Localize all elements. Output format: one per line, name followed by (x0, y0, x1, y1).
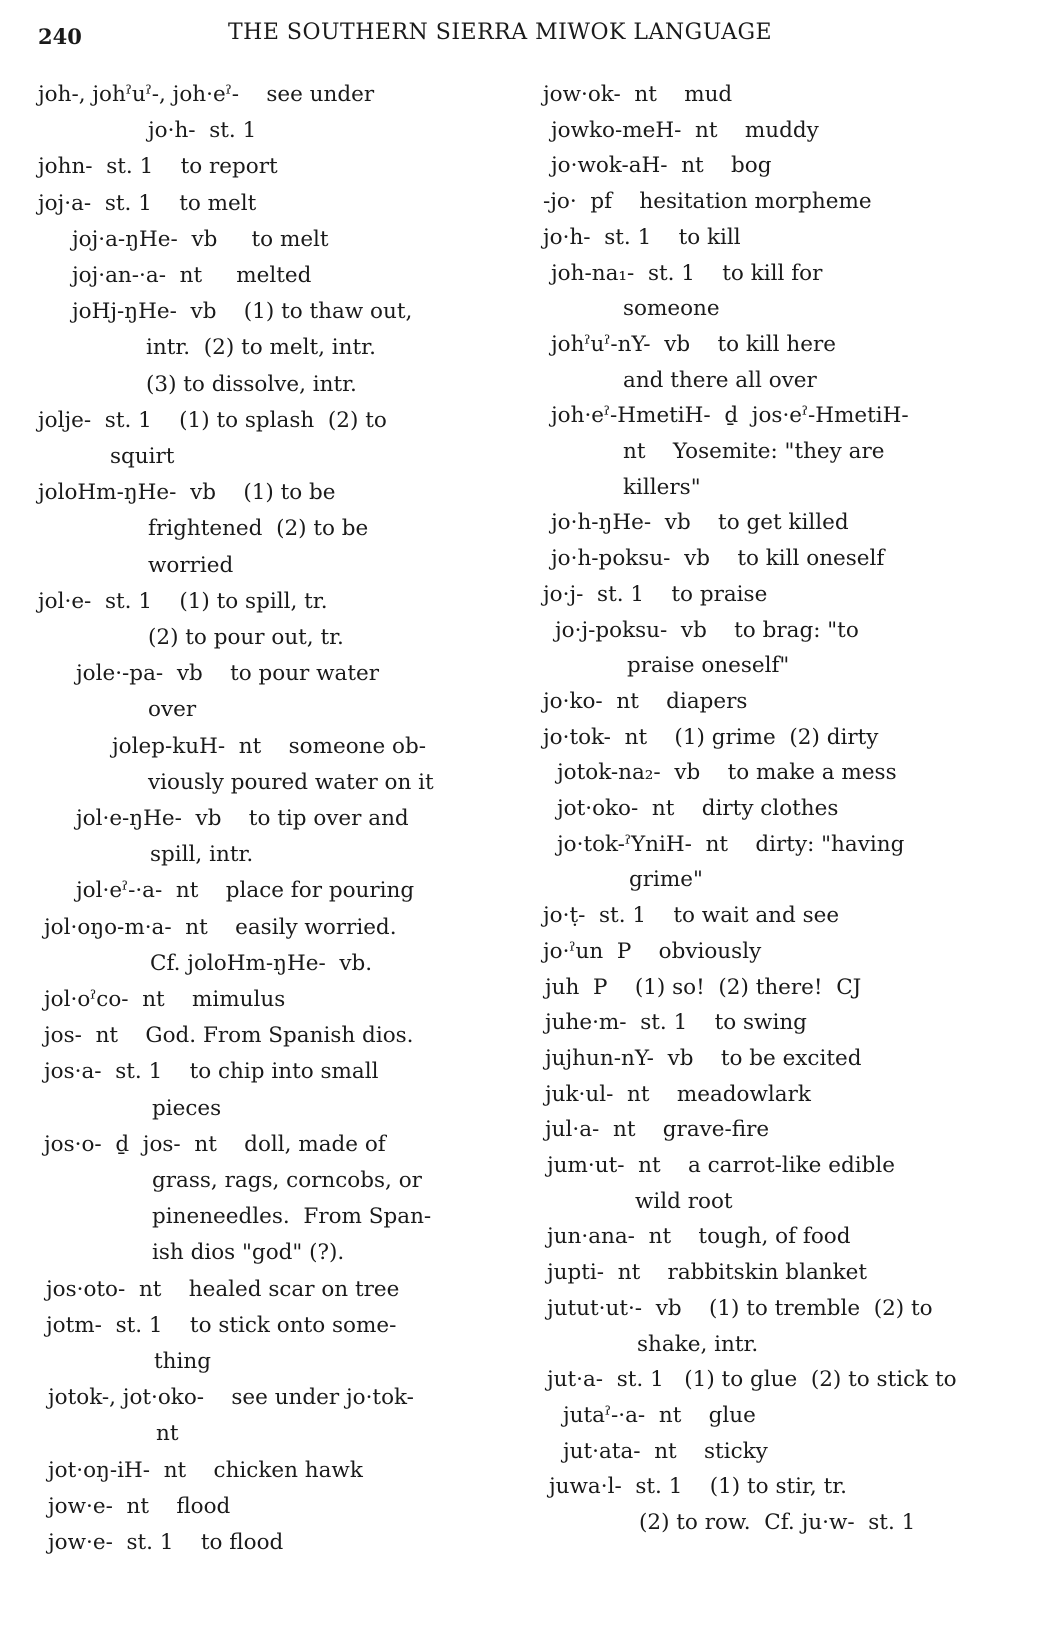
dictionary-line: shake, intr. (637, 1331, 759, 1357)
dictionary-line: jol·oˀco- nt mimulus (44, 987, 286, 1012)
dictionary-line: jo·ṭ- st. 1 to wait and see (543, 903, 840, 929)
dictionary-line: nt (156, 1421, 179, 1447)
dictionary-line: over (148, 697, 197, 723)
dictionary-line: (2) to pour out, tr. (148, 625, 344, 650)
dictionary-line: jol·e-ŋHe- vb to tip over and (76, 806, 409, 831)
dictionary-line: thing (154, 1349, 211, 1374)
page-number: 240 (38, 24, 82, 49)
dictionary-line: juwa·l- st. 1 (1) to stir, tr. (549, 1474, 847, 1500)
dictionary-line: intr. (2) to melt, intr. (146, 335, 376, 361)
dictionary-line: jo·h- st. 1 to kill (543, 224, 741, 250)
dictionary-line: jun·ana- nt tough, of food (547, 1224, 851, 1250)
dictionary-line: jo·h-ŋHe- vb to get killed (551, 510, 849, 536)
dictionary-line: jut·ata- nt sticky (563, 1438, 768, 1464)
dictionary-line: grime" (629, 867, 703, 893)
dictionary-line: jo·wok-aH- nt bog (551, 153, 772, 179)
dictionary-line: juk·ul- nt meadowlark (545, 1081, 811, 1107)
dictionary-line: jo·h- st. 1 (148, 118, 257, 144)
dictionary-line: jo·j-poksu- vb to brag: "to (555, 617, 859, 643)
dictionary-line: squirt (110, 444, 175, 469)
dictionary-line: juhe·m- st. 1 to swing (545, 1010, 807, 1036)
dictionary-line: jol·eˀ-·a- nt place for pouring (76, 878, 415, 904)
dictionary-line: jow·ok- nt mud (543, 82, 733, 107)
dictionary-line: jol·e- st. 1 (1) to spill, tr. (38, 588, 328, 614)
dictionary-line: joj·an-·a- nt melted (72, 263, 312, 288)
dictionary-line: pieces (152, 1095, 222, 1121)
dictionary-line: joh·eˀ-HmetiH- ḏ jos·eˀ-HmetiH- (551, 403, 909, 429)
dictionary-line: jotm- st. 1 to stick onto some- (46, 1312, 397, 1338)
dictionary-line: juh P (1) so! (2) there! CJ (545, 974, 862, 1000)
dictionary-line: jole·-pa- vb to pour water (76, 661, 380, 687)
dictionary-line: jow·e- st. 1 to flood (48, 1530, 284, 1555)
dictionary-line: jul·a- nt grave-fire (545, 1117, 770, 1143)
dictionary-line: joj·a- st. 1 to melt (38, 190, 257, 216)
dictionary-line: Cf. joloHm-ŋHe- vb. (150, 950, 373, 976)
dictionary-line: jo·h-poksu- vb to kill oneself (551, 546, 885, 572)
dictionary-line: pineneedles. From Span- (152, 1204, 432, 1230)
dictionary-line: (2) to row. Cf. ju·w- st. 1 (639, 1510, 916, 1535)
dictionary-line: jo·ko- nt diapers (543, 688, 748, 714)
dictionary-line: grass, rags, corncobs, or (152, 1168, 422, 1193)
dictionary-line: john- st. 1 to report (38, 154, 278, 180)
dictionary-line: jolje- st. 1 (1) to splash (2) to (38, 407, 387, 433)
dictionary-line: jos·oto- nt healed scar on tree (46, 1276, 400, 1302)
dictionary-line: johˀuˀ-nY- vb to kill here (551, 331, 836, 357)
dictionary-line: viously poured water on it (148, 769, 434, 795)
dictionary-line: jutut·ut·- vb (1) to tremble (2) to (547, 1295, 933, 1321)
dictionary-line: jut·a- st. 1 (1) to glue (2) to stick to (547, 1367, 957, 1393)
dictionary-line: jot·oko- nt dirty clothes (557, 796, 839, 821)
dictionary-line: jo·tok- nt (1) grime (2) dirty (543, 724, 879, 750)
dictionary-line: jot·oŋ-iH- nt chicken hawk (48, 1457, 363, 1483)
dictionary-line: joh-, johˀuˀ-, joh·eˀ- see under (38, 82, 375, 107)
dictionary-line: jotok-na₂- vb to make a mess (557, 760, 897, 786)
dictionary-line: jol·oŋo-m·a- nt easily worried. (44, 914, 397, 940)
dictionary-line: nt Yosemite: "they are (623, 439, 885, 464)
dictionary-line: (3) to dissolve, intr. (146, 371, 357, 397)
dictionary-line: joh-na₁- st. 1 to kill for (551, 260, 823, 286)
dictionary-line: jum·ut- nt a carrot-like edible (547, 1153, 895, 1178)
dictionary-line: jo·j- st. 1 to praise (543, 581, 768, 607)
dictionary-line: wild root (635, 1188, 733, 1214)
running-head: THE SOUTHERN SIERRA MIWOK LANGUAGE (228, 20, 773, 45)
dictionary-line: jo·tok-ˀYniH- nt dirty: "having (557, 831, 905, 857)
dictionary-line: -jo· pf hesitation morpheme (543, 189, 872, 215)
dictionary-line: jo·ˀun P obviously (543, 938, 762, 964)
dictionary-line: jotok-, jot·oko- see under jo·tok- (48, 1385, 414, 1411)
dictionary-line: ish dios "god" (?). (152, 1240, 345, 1266)
dictionary-line: jolep-kuH- nt someone ob- (112, 733, 427, 759)
dictionary-line: killers" (623, 474, 701, 500)
dictionary-line: spill, intr. (150, 842, 254, 868)
dictionary-line: jutaˀ-·a- nt glue (563, 1402, 756, 1428)
dictionary-line: jowko-meH- nt muddy (551, 117, 819, 143)
dictionary-line: jos·o- ḏ jos- nt doll, made of (44, 1131, 386, 1157)
dictionary-line: frightened (2) to be (148, 516, 369, 542)
dictionary-line: someone (623, 296, 720, 322)
dictionary-line: jos- nt God. From Spanish dios. (44, 1023, 414, 1049)
dictionary-line: joloHm-ŋHe- vb (1) to be (38, 480, 336, 506)
dictionary-line: jos·a- st. 1 to chip into small (44, 1059, 379, 1085)
dictionary-line: and there all over (623, 367, 817, 393)
dictionary-line: jupti- nt rabbitskin blanket (547, 1260, 868, 1286)
dictionary-line: jujhun-nY- vb to be excited (545, 1045, 862, 1071)
dictionary-line: joHj-ŋHe- vb (1) to thaw out, (72, 299, 413, 325)
dictionary-line: worried (148, 552, 234, 578)
dictionary-line: joj·a-ŋHe- vb to melt (72, 226, 329, 252)
dictionary-line: jow·e- nt flood (48, 1493, 231, 1519)
dictionary-line: praise oneself" (627, 653, 790, 679)
